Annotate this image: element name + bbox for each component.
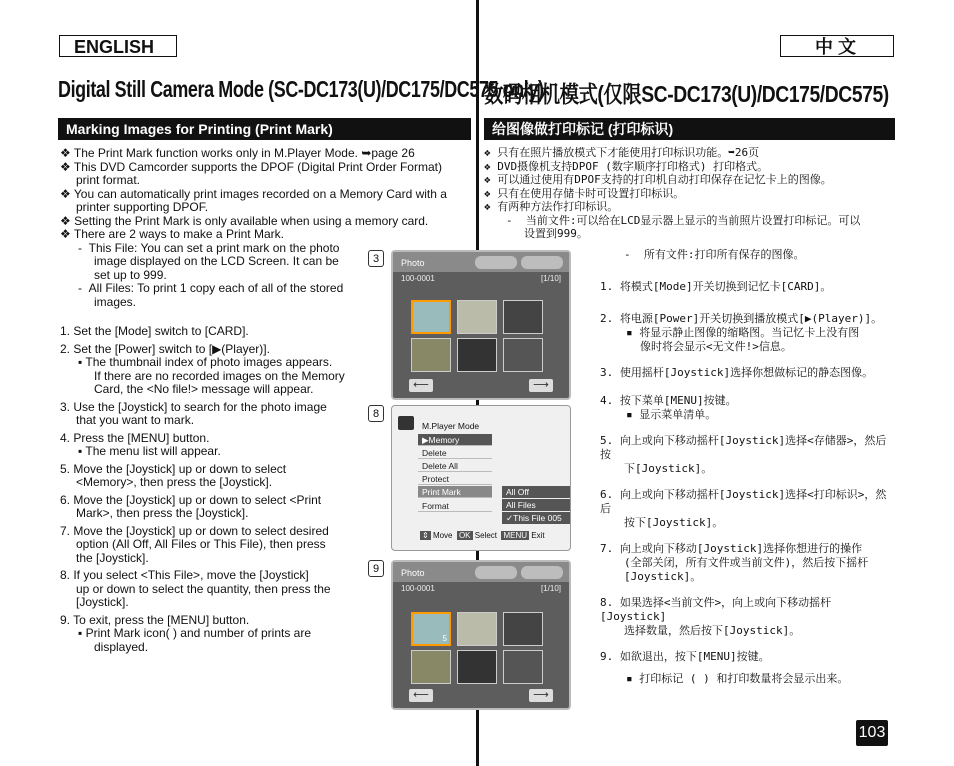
prev-arrow-icon[interactable]: ⟵ (409, 379, 433, 392)
en-bullet-cont: print format. (76, 173, 141, 187)
thumbnail[interactable] (503, 650, 543, 684)
lcd-screen-thumbnails (391, 250, 571, 400)
en-bullet-cont: printer supporting DPOF. (76, 200, 209, 214)
zh-step-cont: (全部关闭，所有文件或当前文件)，然后按下摇杆 (624, 556, 869, 569)
en-step-cont: up or down to select the quantity, then press the (76, 581, 331, 596)
zh-bullet: ❖ 只有在照片播放模式下才能使用打印标识功能。➥26页 (484, 146, 760, 159)
zh-intro (484, 146, 894, 241)
en-steps (60, 325, 360, 654)
thumbnail-selected[interactable] (411, 612, 451, 646)
en-step: 9. To exit, press the [MENU] button. (60, 612, 250, 627)
zh-step: 5. 向上或向下移动摇杆[Joystick]选择<存储器>，然后按 (600, 434, 887, 461)
en-step-cont: Mark>, then press the [Joystick]. (76, 506, 249, 520)
next-arrow-icon[interactable]: ⟶ (529, 689, 553, 702)
en-ways (60, 242, 358, 310)
thumbnail-selected[interactable] (411, 300, 451, 334)
camera-tab-icon (475, 256, 517, 269)
zh-way: - 当前文件:可以给在LCD显示器上显示的当前照片设置打印标记。可以 (506, 213, 861, 227)
zh-step: 3. 使用摇杆[Joystick]选择你想做标记的静态图像。 (600, 366, 874, 379)
zh-substep: ▪ 将显示静止图像的缩略图。当记忆卡上没有图 (626, 326, 860, 339)
zh-bullet: ❖ DVD摄像机支持DPOF (数字顺序打印格式) 打印格式。 (484, 159, 769, 173)
menu-footer (420, 531, 545, 540)
menu-item-memory[interactable]: ▶Memory (418, 434, 492, 446)
lcd-header (393, 562, 569, 582)
en-step: 3. Use the [Joystick] to search for the photo image (60, 399, 327, 414)
en-substep: ▪ Print Mark icon( ) and number of prints are (78, 626, 312, 640)
menu-item-format[interactable]: Format (418, 500, 492, 512)
page-title-zh: 数码相机模式(仅限SC-DC173(U)/DC175/DC575) (484, 81, 889, 107)
zh-step: 1. 将模式[Mode]开关切换到记忆卡[CARD]。 (600, 280, 832, 293)
zh-step: 6. 向上或向下移动摇杆[Joystick]选择<打印标识>，然后 (600, 488, 887, 515)
zh-bullet: ❖ 有两种方法作打印标识。 (484, 200, 619, 213)
page-title-en: Digital Still Camera Mode (SC-DC173(U)/DC175/DC575 only) (58, 76, 544, 102)
player-mode-icon (398, 416, 414, 430)
en-step: 5. Move the [Joystick] up or down to select (60, 461, 287, 476)
zh-step: 4. 按下菜单[MENU]按键。 (600, 394, 737, 407)
thumbnail[interactable] (411, 650, 451, 684)
zh-step-cont: 按下[Joystick]。 (624, 516, 724, 529)
thumbnail[interactable] (457, 650, 497, 684)
en-step: 4. Press the [MENU] button. (60, 430, 210, 445)
thumbnail[interactable] (503, 612, 543, 646)
camera-tab-icon (475, 566, 517, 579)
en-way-cont: images. (94, 294, 137, 309)
zh-way-cont: 设置到999。 (524, 227, 588, 240)
section-title-zh: 给图像做打印标记 (打印标识) (484, 118, 895, 140)
file-number: 100-0001 (401, 584, 435, 593)
menu-item-protect[interactable]: Protect (418, 473, 492, 485)
zh-way: - 所有文件:打印所有保存的图像。 (624, 248, 805, 261)
thumbnail[interactable] (503, 338, 543, 372)
en-way: - This File: You can set a print mark on the photo (78, 240, 340, 255)
submenu-all-off[interactable]: All Off (502, 486, 570, 498)
chinese-label: 中 文 (780, 35, 894, 57)
en-bullet: ❖ There are 2 ways to make a Print Mark. (60, 227, 284, 241)
photo-label: Photo (401, 568, 425, 578)
en-step: 2. Set the [Power] switch to [▶(Player)]. (60, 341, 270, 356)
zh-step: 9. 如欲退出，按下[MENU]按键。 (600, 650, 770, 663)
en-substep: ▪ The menu list will appear. (78, 444, 221, 458)
zh-step: 2. 将电源[Power]开关切换到播放模式[▶(Player)]。 (600, 312, 883, 325)
zh-step: 7. 向上或向下移动[Joystick]选择你想进行的操作 (600, 542, 863, 555)
ok-icon: OK (458, 531, 471, 540)
menu-item-delete-all[interactable]: Delete All (418, 460, 492, 472)
en-substep-cont: displayed. (94, 639, 149, 654)
en-substep-cont: Card, the <No file!> message will appear. (94, 382, 314, 396)
file-count: [1/10] (540, 584, 561, 593)
zh-bullet: ❖ 可以通过使用有DPOF支持的打印机自动打印保存在记忆卡上的图像。 (484, 173, 832, 186)
photo-label: Photo (401, 258, 425, 268)
card-tab-icon (521, 566, 563, 579)
footer-move: Move (432, 531, 453, 540)
zh-step-cont: 下[Joystick]。 (624, 462, 713, 475)
menu-item-print-mark[interactable]: Print Mark (418, 486, 492, 498)
menu-title: M.Player Mode (422, 421, 480, 431)
thumbnail[interactable] (457, 300, 497, 334)
menu-item-delete[interactable]: Delete (418, 447, 492, 459)
thumbnail[interactable] (457, 612, 497, 646)
zh-substep: ▪ 显示菜单清单。 (626, 408, 717, 421)
english-label: ENGLISH (59, 35, 177, 57)
zh-step-cont: 选择数量，然后按下[Joystick]。 (624, 624, 801, 637)
zh-step: 8. 如果选择<当前文件>，向上或向下移动摇杆[Joystick] (600, 596, 832, 623)
zh-substep-cont: 像时将会显示<无文件!>信息。 (640, 340, 792, 353)
en-step: 7. Move the [Joystick] up or down to select desired (60, 523, 329, 538)
en-way: - All Files: To print 1 copy each of all of the stored (78, 281, 344, 295)
next-arrow-icon[interactable]: ⟶ (529, 379, 553, 392)
menu-icon: MENU (503, 531, 527, 540)
en-step: 6. Move the [Joystick] up or down to select <Print (60, 492, 322, 507)
en-step-cont: [Joystick]. (76, 595, 129, 609)
en-bullet: ❖ You can automatically print images recorded on a Memory Card with a (60, 186, 447, 201)
en-step-cont: that you want to mark. (76, 413, 195, 427)
en-bullet: ❖ This DVD Camcorder supports the DPOF (Digital Print Order Format) (60, 159, 442, 174)
card-tab-icon (521, 256, 563, 269)
en-way-cont: set up to 999. (94, 267, 167, 282)
en-bullet: ❖ The Print Mark function works only in M.Player Mode. ➥page 26 (60, 146, 415, 160)
thumbnail[interactable] (503, 300, 543, 334)
move-icon: ⇕ (422, 531, 429, 540)
footer-exit: Exit (531, 531, 545, 540)
en-substep: ▪ The thumbnail index of photo images appears. (78, 355, 333, 369)
en-step-cont: the [Joystick]. (76, 550, 149, 565)
thumbnail[interactable] (411, 338, 451, 372)
en-substep-cont: If there are no recorded images on the Memory (94, 368, 345, 383)
lcd-screen-print-mark (391, 560, 571, 710)
zh-steps (600, 280, 895, 686)
file-count: [1/10] (540, 274, 561, 283)
en-way-cont: image displayed on the LCD Screen. It can be (94, 254, 339, 268)
zh-step-cont: [Joystick]。 (624, 570, 702, 583)
submenu-all-files[interactable]: All Files (502, 499, 570, 511)
print-quantity: 5 (442, 634, 447, 643)
en-step-cont: <Memory>, then press the [Joystick]. (76, 475, 273, 489)
thumbnail[interactable] (457, 338, 497, 372)
zh-substep: ▪ 打印标记 ( ) 和打印数量将会显示出来。 (626, 672, 849, 685)
step-badge-8: 8 (368, 405, 384, 422)
lcd-screen-menu (391, 405, 571, 551)
step-badge-9: 9 (368, 560, 384, 577)
en-step: 1. Set the [Mode] switch to [CARD]. (60, 324, 249, 338)
prev-arrow-icon[interactable]: ⟵ (409, 689, 433, 702)
en-step-cont: option (All Off, All Files or This File), then press (76, 537, 326, 551)
footer-select: Select (474, 531, 497, 540)
submenu-this-file[interactable]: ✓This File 005 (502, 512, 570, 524)
zh-bullet: ❖ 只有在使用存储卡时可设置打印标识。 (484, 186, 685, 200)
en-step: 8. If you select <This File>, move the [Joystick] (60, 568, 309, 582)
lcd-header (393, 252, 569, 272)
step-badge-3: 3 (368, 250, 384, 267)
file-number: 100-0001 (401, 274, 435, 283)
page-number: 103 (856, 720, 888, 746)
en-bullet: ❖ Setting the Print Mark is only available when using a memory card. (60, 213, 429, 228)
section-title-en: Marking Images for Printing (Print Mark) (58, 118, 471, 140)
